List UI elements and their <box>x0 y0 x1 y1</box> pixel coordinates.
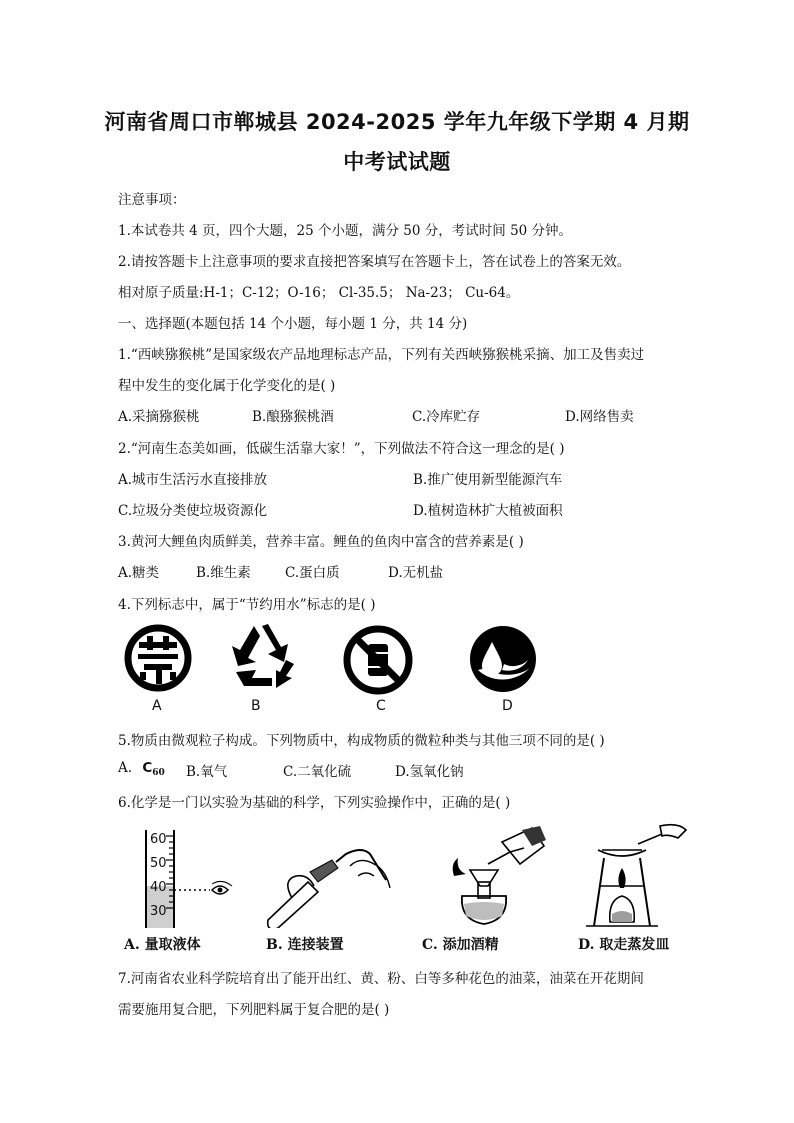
q2-option-a: A.城市生活污水直接排放 <box>118 472 268 488</box>
q3-option-b: B.维生素 <box>196 565 251 581</box>
evaporating-dish-icon <box>582 822 692 930</box>
q6-caption-a: A. 量取液体 <box>124 937 201 953</box>
q3-option-d: D.无机盐 <box>388 565 444 581</box>
q3-option-a: A.糖类 <box>118 565 160 581</box>
notice-heading: 注意事项： <box>118 192 186 208</box>
q6-caption-c: C. 添加酒精 <box>422 937 499 953</box>
q5-option-a-formula: C <box>142 760 153 776</box>
notice-item-1: 1.本试卷共 4 页，四个大题，25 个小题，满分 50 分，考试时间 50 分钟。 <box>118 223 573 239</box>
q1-option-b: B.酿猕猴桃酒 <box>252 409 334 425</box>
q5-stem: 5.物质由微观粒子构成。下列物质中，构成物质的微粒种类与其他三项不同的是( ) <box>118 733 605 749</box>
exam-title-line1: 河南省周口市郸城县 2024-2025 学年九年级下学期 4 月期 <box>104 110 690 134</box>
recycling-icon <box>224 622 300 692</box>
notice-item-2: 2.请按答题卡上注意事项的要求直接把答案填写在答题卡上，答在试卷上的答案无效。 <box>118 254 631 270</box>
q1-stem-line2: 程中发生的变化属于化学变化的是( ) <box>118 378 336 394</box>
q2-option-d: D.植树造林扩大植被面积 <box>413 503 563 519</box>
section-1-heading: 一、选择题(本题包括 14 个小题，每小题 1 分，共 14 分) <box>118 316 468 332</box>
q2-option-c: C.垃圾分类使垃圾资源化 <box>118 503 268 519</box>
q5-option-a <box>118 760 165 778</box>
water-saving-emblem-icon <box>124 624 192 692</box>
q1-option-a: A.采摘猕猴桃 <box>118 409 200 425</box>
cylinder-tick-40: 40 <box>150 880 167 895</box>
q6-caption-d: D. 取走蒸发皿 <box>578 937 670 953</box>
cylinder-tick-30: 30 <box>150 904 167 919</box>
q5-option-b: B.氧气 <box>186 764 228 780</box>
q7-stem-line1: 7.河南省农业科学院培育出了能开出红、黄、粉、白等多种花色的油菜，油菜在开花期间 <box>118 971 644 987</box>
measuring-cylinder-icon <box>132 828 244 930</box>
q5-option-a-prefix: A. <box>118 760 133 776</box>
q4-label-a: A <box>152 698 162 714</box>
q4-label-b: B <box>251 698 261 714</box>
alcohol-lamp-refill-icon <box>440 824 550 930</box>
q2-option-b: B.推广使用新型能源汽车 <box>413 472 563 488</box>
connecting-apparatus-icon <box>262 836 394 928</box>
exam-title-line2: 中考试试题 <box>343 150 451 174</box>
no-dumping-barrel-icon <box>342 624 414 696</box>
q3-option-c: C.蛋白质 <box>285 565 340 581</box>
q1-option-d: D.网络售卖 <box>565 409 634 425</box>
cylinder-tick-60: 60 <box>150 832 167 847</box>
q6-caption-b: B. 连接装置 <box>266 937 344 953</box>
q4-label-c: C <box>376 698 386 714</box>
q5-option-a-subscript: 60 <box>152 768 165 778</box>
q5-option-d: D.氢氧化钠 <box>395 764 464 780</box>
q6-stem: 6.化学是一门以实验为基础的科学，下列实验操作中，正确的是( ) <box>118 795 511 811</box>
q7-stem-line2: 需要施用复合肥，下列肥料属于复合肥的是( ) <box>118 1002 390 1018</box>
atomic-mass-line: 相对原子质量:H-1；C-12；O-16； Cl-35.5； Na-23； Cu-64。 <box>118 285 520 301</box>
q5-option-c: C.二氧化硫 <box>283 764 352 780</box>
q4-stem: 4.下列标志中，属于“节约用水”标志的是( ) <box>118 597 376 613</box>
q2-stem: 2.“河南生态美如画，低碳生活靠大家！”，下列做法不符合这一理念的是( ) <box>118 441 565 457</box>
q4-label-d: D <box>502 698 513 714</box>
q3-stem: 3.黄河大鲤鱼肉质鲜美，营养丰富。鲤鱼的鱼肉中富含的营养素是( ) <box>118 534 524 550</box>
cylinder-tick-50: 50 <box>150 856 167 871</box>
q1-stem-line1: 1.“西峡猕猴桃”是国家级农产品地理标志产品，下列有关西峡猕猴桃采摘、加工及售卖过 <box>118 347 645 363</box>
q1-option-c: C.冷库贮存 <box>412 409 481 425</box>
water-drop-emblem-icon <box>468 624 538 694</box>
